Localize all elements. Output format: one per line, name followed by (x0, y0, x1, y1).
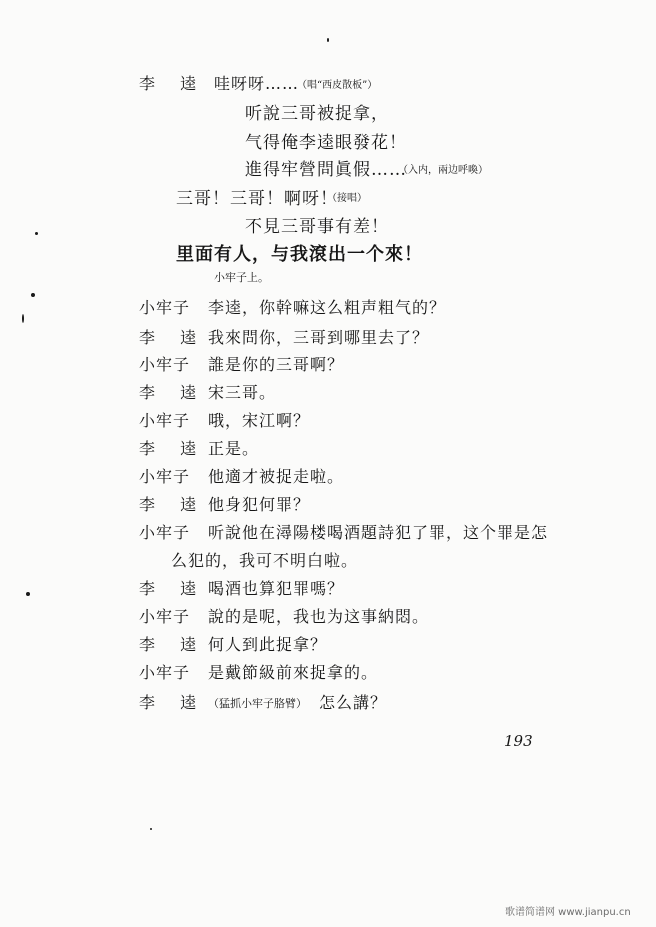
speaker-li-kui: 李 逵 (139, 693, 207, 712)
stage-note: （接唱） (327, 193, 367, 204)
speaker-li-kui: 李 逵 (139, 635, 207, 654)
speech-line: 正是。 (208, 439, 260, 458)
speaker-xiao-lao-zi: 小牢子 (139, 355, 191, 374)
page-number: 193 (504, 732, 533, 750)
speaker-xiao-lao-zi: 小牢子 (139, 411, 191, 430)
speaker-li-kui: 李 逵 (139, 439, 207, 458)
speck-left-1 (35, 232, 38, 235)
speech-line: 怎么講？ (319, 693, 388, 712)
speech-line: 何人到此捉拿？ (208, 635, 328, 654)
speaker-xiao-lao-zi: 小牢子 (139, 523, 191, 542)
stage-direction: 小牢子上。 (214, 271, 269, 284)
speck-left-3 (22, 314, 24, 323)
stage-note: （猛抓小牢子胳臂） (208, 697, 307, 710)
speech-line: 他適才被捉走啦。 (208, 467, 345, 486)
speech-line: 宋三哥。 (208, 383, 277, 402)
sung-line: 進得牢營問眞假…… (245, 160, 407, 180)
speck-left-5 (150, 828, 152, 830)
speech-continuation: 么犯的，我可不明白啦。 (171, 551, 359, 570)
speaker-xiao-lao-zi: 小牢子 (139, 467, 191, 486)
speaker-xiao-lao-zi: 小牢子 (139, 298, 191, 317)
speaker-li-kui: 李 逵 (139, 328, 207, 347)
speech-line: 哦，宋江啊？ (208, 411, 311, 430)
stage-note: （唱“西皮散板”） (297, 80, 378, 91)
stage-note: （入内，兩边呼喚） (398, 165, 488, 176)
speech-line: 是戴節級前來捉拿的。 (208, 663, 379, 682)
speck-left-2 (31, 293, 35, 297)
watermark: 歌谱简谱网 www.jianpu.cn (505, 907, 631, 918)
speaker-li-kui: 李 逵 (139, 74, 207, 93)
speech-line: 喝酒也算犯罪嗎？ (208, 579, 345, 598)
speaker-xiao-lao-zi: 小牢子 (139, 663, 191, 682)
speck-left-4 (26, 592, 30, 596)
speaker-li-kui: 李 逵 (139, 495, 207, 514)
speaker-xiao-lao-zi: 小牢子 (139, 607, 191, 626)
speech-line: 听說他在潯陽楼喝酒題詩犯了罪，这个罪是怎 (208, 523, 549, 542)
sung-line: 气得俺李逵眼發花！ (245, 133, 407, 153)
speaker-li-kui: 李 逵 (139, 383, 207, 402)
sung-line: 听說三哥被捉拿， (245, 104, 389, 124)
speech-line: 李逵，你幹嘛这么粗声粗气的？ (208, 298, 447, 317)
speech-line: 他身犯何罪？ (208, 495, 311, 514)
speech-line: 哇呀呀…… (214, 74, 300, 93)
sung-line: 不見三哥事有差！ (245, 217, 389, 237)
speech-line: 說的是呢，我也为这事納悶。 (208, 607, 430, 626)
speech-line: 我來問你，三哥到哪里去了？ (208, 328, 430, 347)
speck-top (327, 38, 329, 42)
sung-line: 里面有人，与我滾出一个來！ (176, 244, 423, 265)
speech-line: 誰是你的三哥啊？ (208, 355, 345, 374)
sung-line: 三哥！三哥！啊呀！ (176, 189, 338, 209)
speaker-li-kui: 李 逵 (139, 579, 207, 598)
